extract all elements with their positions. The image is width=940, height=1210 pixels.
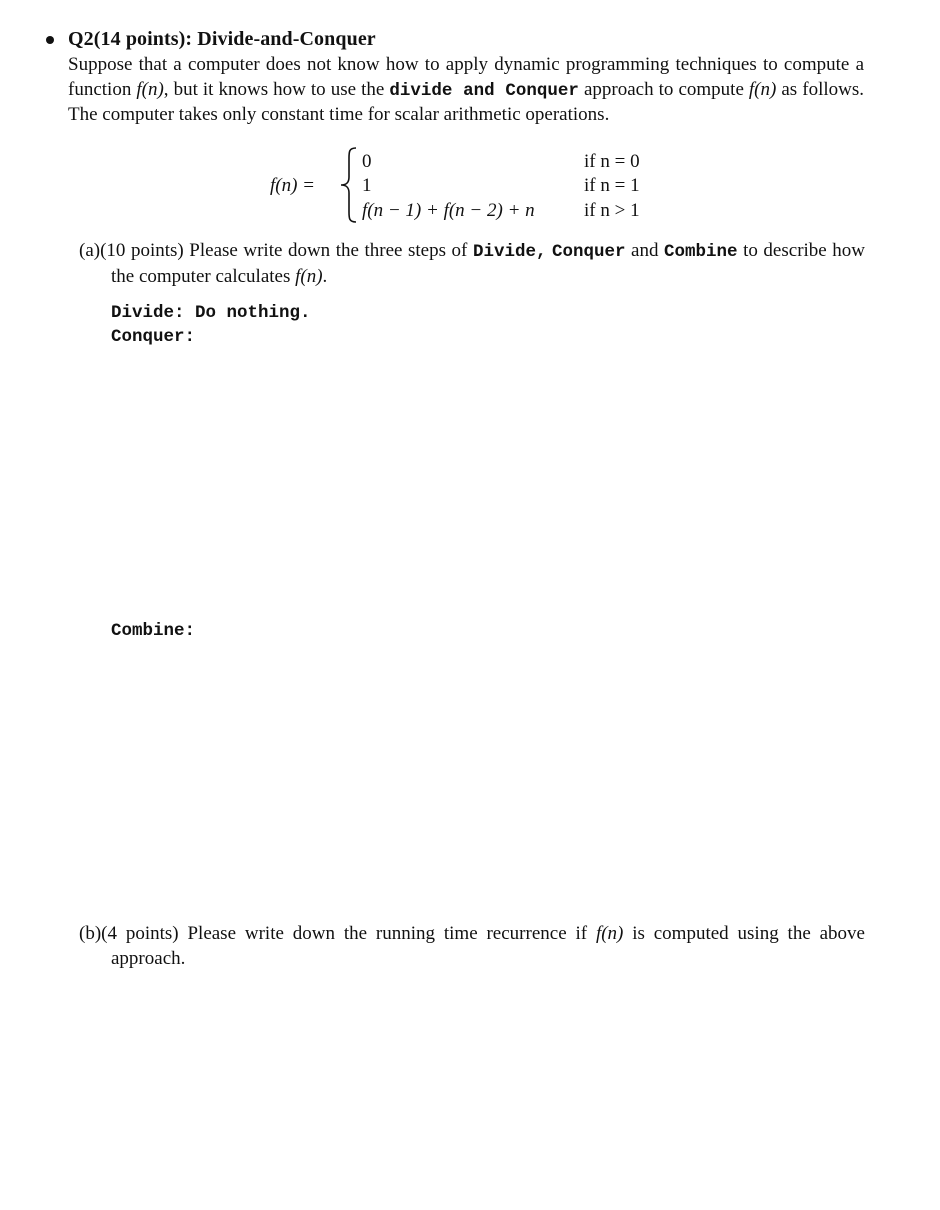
left-brace-icon [338, 146, 360, 224]
intro-text-4: as follows. The computer takes only constant time for scalar arithmetic operations. [68, 78, 864, 125]
intro-f-of-n-2: f(n) [748, 78, 777, 100]
divide-answer: Divide: Do nothing. [111, 303, 311, 323]
intro-code: divide and Conquer [389, 80, 579, 101]
part-a-period: . [322, 265, 328, 287]
equation-lhs: f(n) = [270, 175, 316, 196]
part-a-code-divide: Divide, [472, 242, 547, 262]
part-a-text-1: (10 points) Please write down the three steps of [100, 240, 473, 261]
case-expr-1: 0 [362, 151, 372, 172]
bullet-icon [46, 36, 54, 44]
case-cond-1: if n = 0 [584, 151, 640, 172]
part-b [79, 922, 865, 971]
intro-text-3: approach to compute [578, 78, 749, 100]
part-a-f-of-n: f(n) [295, 265, 323, 287]
part-a-label: (a) [79, 240, 101, 261]
case-expr-2: 1 [362, 175, 372, 196]
intro-text-2: , but it knows how to use the [163, 78, 390, 100]
part-a-text-4: to describe how the computer calculates [111, 240, 865, 287]
part-b-text-2: is computed using the above approach. [111, 923, 865, 969]
conquer-label: Conquer: [111, 327, 196, 347]
part-b-label: (b) [79, 923, 102, 944]
part-a-text-3: and [625, 240, 665, 261]
intro-text-1: Suppose that a computer does not know how to apply dynamic programming techniques to compute a function [68, 54, 864, 100]
intro-f-of-n-1: f(n) [136, 78, 164, 100]
case-expr-3: f(n − 1) + f(n − 2) + n [362, 200, 535, 221]
part-a-code-combine: Combine [664, 242, 738, 262]
case-cond-2: if n = 1 [584, 175, 640, 196]
combine-label: Combine: [111, 621, 196, 641]
part-b-text-1: (4 points) Please write down the running time recurrence if [101, 923, 596, 944]
part-a-code-conquer: Conquer [552, 242, 626, 262]
part-a [79, 239, 865, 289]
case-cond-3: if n > 1 [584, 200, 640, 221]
question-heading: Q2(14 points): Divide-and-Conquer [68, 28, 376, 50]
question-intro [68, 53, 864, 128]
part-b-f-of-n: f(n) [595, 923, 624, 944]
part-b-text [79, 922, 865, 971]
part-a-text [79, 239, 865, 289]
